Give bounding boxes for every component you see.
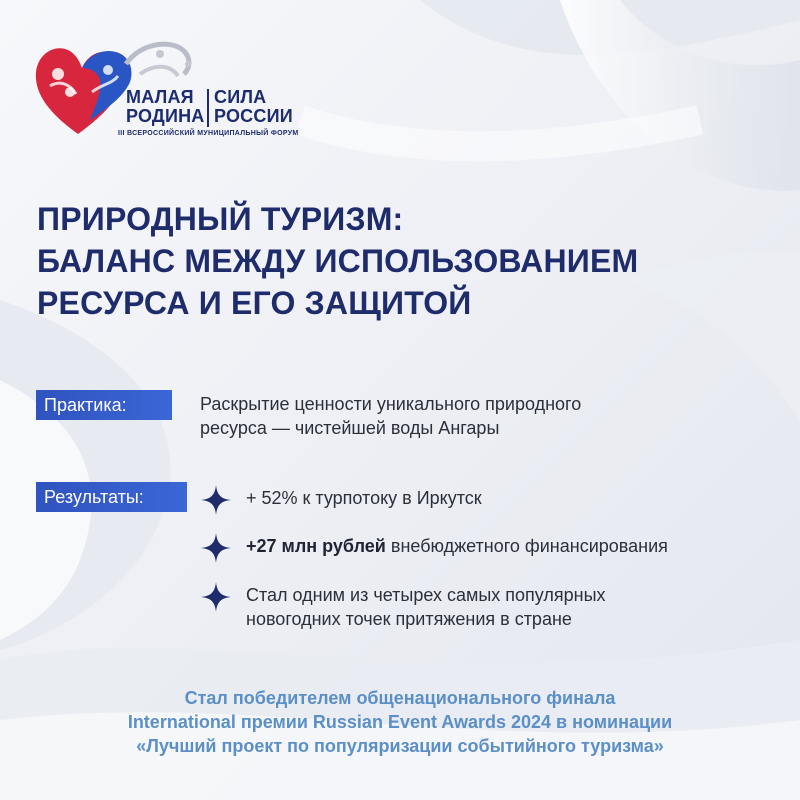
result-text-2 [246,534,668,558]
result-item-2 [200,534,770,564]
logo-subtitle: III ВСЕРОССИЙСКИЙ МУНИЦИПАЛЬНЫЙ ФОРУМ [118,130,299,137]
result-text-3-line-1: Стал одним из четырех самых популярных [246,585,606,605]
result-item-1 [200,486,770,516]
logo-divider [207,89,209,127]
result-text-2-bold: +27 млн рублей [246,536,386,556]
footer-line-3: «Лучший проект по популяризации событийного туризма» [136,736,664,756]
result-text-2-rest: внебюджетного финансирования [385,536,668,556]
forum-logo [30,34,320,144]
title-line-3: РЕСУРСА И ЕГО ЗАЩИТОЙ [37,285,472,321]
award-footer [0,686,800,758]
result-text-3 [246,583,606,631]
result-item-3 [200,583,770,631]
practice-line-1: Раскрытие ценности уникального природного [200,394,582,414]
practice-label: Практика: [36,390,172,420]
sparkle-star-icon [200,581,232,613]
logo-word-rodina: РОДИНА [126,106,205,126]
sparkle-star-icon [200,532,232,564]
title-line-1: ПРИРОДНЫЙ ТУРИЗМ: [37,201,404,237]
practice-line-2: ресурса — чистейшей воды Ангары [200,418,500,438]
logo-word-rossii: РОССИИ [214,106,293,126]
sparkle-star-icon [200,484,232,516]
title-line-2: БАЛАНС МЕЖДУ ИСПОЛЬЗОВАНИЕМ [37,243,639,279]
footer-line-1: Стал победителем общенационального финала [184,688,616,708]
logo-word-malaya: МАЛАЯ [126,87,194,107]
practice-description [200,392,760,440]
page-title [37,198,777,324]
logo-word-sila: СИЛА [214,87,267,107]
results-label: Результаты: [36,482,187,512]
result-text-1: + 52% к турпотоку в Иркутск [246,488,482,508]
result-text-3-line-2: новогодних точек притяжения в стране [246,609,572,629]
footer-line-2: International премии Russian Event Awards 2024 в номинации [127,712,673,732]
